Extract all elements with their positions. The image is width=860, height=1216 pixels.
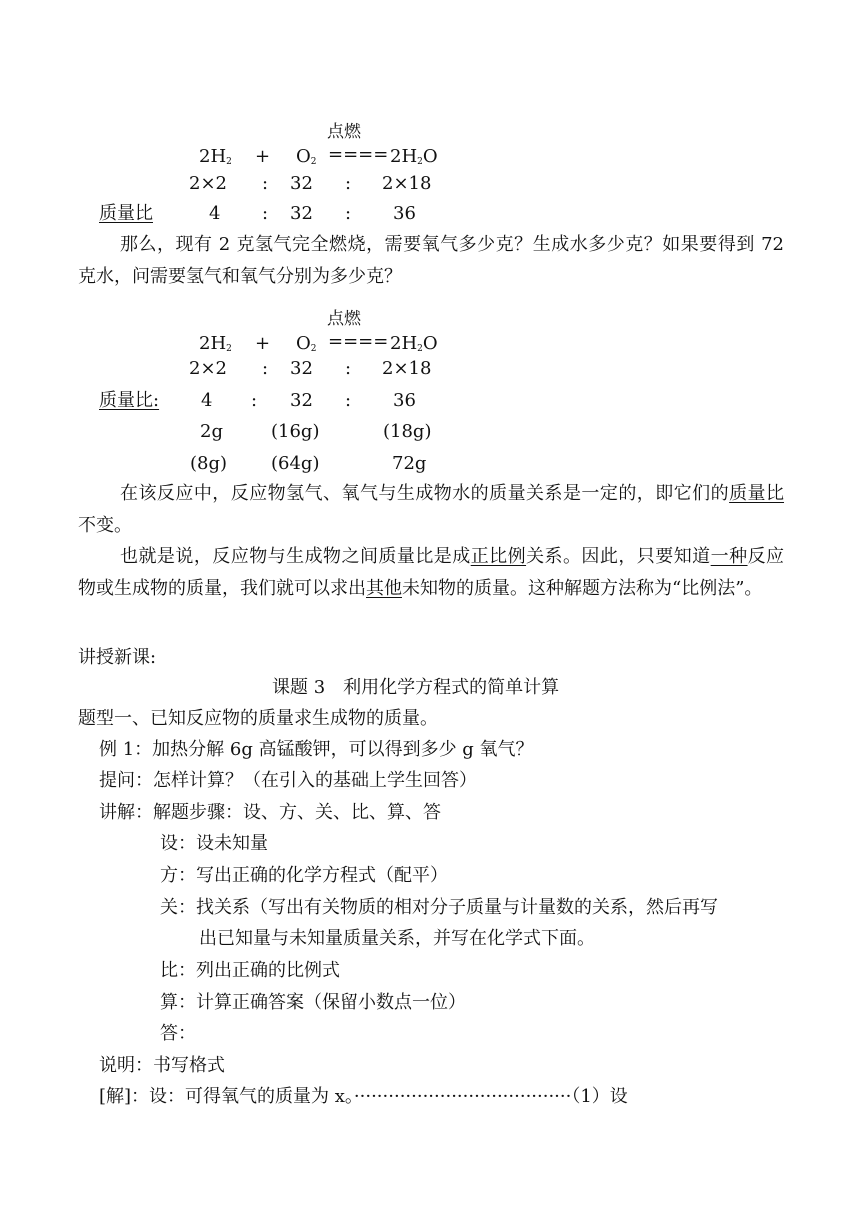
plus-sign: +	[255, 333, 271, 354]
lesson-title: 课题 3 利用化学方程式的简单计算	[272, 677, 560, 698]
formula-h2: $2H_2$	[199, 146, 232, 167]
step-suan: 算：计算正确答案（保留小数点一位）	[160, 992, 466, 1013]
colon: :	[345, 390, 352, 411]
reaction-arrow: ====	[328, 144, 389, 165]
mass-h2o: 2×18	[382, 173, 432, 194]
problem-type-heading: 题型一、已知反应物的质量求生成物的质量。	[78, 708, 438, 729]
section-label: 讲授新课:	[78, 647, 157, 668]
step-fang: 方：写出正确的化学方程式（配平）	[160, 865, 448, 886]
formula-h2o: $2H_2O$	[390, 333, 438, 354]
paragraph-proportion: 也就是说，反应物与生成物之间质量比是成正比例关系。因此，只要知道一种反应物或生成物的质量，我们就可以求出其他未知物的质量。这种解题方法称为“比例法”。	[78, 546, 785, 599]
note-line: 说明：书写格式	[99, 1055, 225, 1076]
ratio-label: 质量比:	[99, 390, 160, 411]
colon: :	[251, 390, 258, 411]
ratio-h2o: 36	[393, 203, 416, 224]
value-h2-computed: (8g)	[190, 453, 228, 474]
plus-sign: +	[255, 146, 271, 167]
step-she: 设：设未知量	[160, 833, 268, 854]
ratio-h2: 4	[201, 390, 213, 411]
explain-line: 讲解：解题步骤：设、方、关、比、算、答	[99, 802, 441, 823]
example-1: 例 1：加热分解 6g 高锰酸钾，可以得到多少 g 氧气？	[99, 739, 534, 760]
mass-o2: 32	[290, 358, 313, 379]
underlined-term: 一种	[710, 546, 748, 567]
value-h2-known: 2g	[200, 421, 223, 442]
ratio-o2: 32	[290, 203, 313, 224]
reaction-arrow: ====	[328, 331, 389, 352]
underlined-term: 其他	[366, 577, 402, 599]
mass-h2o: 2×18	[382, 358, 432, 379]
step-da: 答：	[160, 1023, 196, 1044]
reaction-condition: 点燃	[327, 122, 361, 142]
underlined-term: 正比例	[470, 546, 527, 567]
ratio-h2o: 36	[393, 390, 416, 411]
mass-o2: 32	[290, 173, 313, 194]
formula-h2o: $2H_2O$	[390, 146, 438, 167]
mass-h2: 2×2	[189, 358, 227, 379]
value-o2-computed: (64g)	[271, 453, 320, 474]
value-h2o-computed: (18g)	[383, 421, 432, 442]
step-guan-line1: 关：找关系（写出有关物质的相对分子质量与计量数的关系，然后再写	[160, 897, 718, 918]
colon: :	[262, 358, 269, 379]
mass-h2: 2×2	[189, 173, 227, 194]
step-bi: 比：列出正确的比例式	[160, 960, 340, 981]
paragraph-question: 那么，现有 2 克氢气完全燃烧，需要氧气多少克？生成水多少克？如果要得到 72 克水，问需要氢气和氧气分别为多少克？	[78, 234, 784, 287]
leader-dots: ······································	[353, 1086, 572, 1107]
ratio-h2: 4	[209, 203, 221, 224]
formula-h2: $2H_2$	[199, 333, 232, 354]
value-o2-computed: (16g)	[271, 421, 320, 442]
underlined-term: 质量比	[729, 483, 785, 504]
colon: :	[262, 203, 269, 224]
paragraph-mass-ratio: 在该反应中，反应物氢气、氧气与生成物水的质量关系是一定的，即它们的质量比不变。	[78, 483, 785, 536]
step-guan-line2: 出已知量与未知量质量关系，并写在化学式下面。	[199, 928, 595, 949]
question-line: 提问：怎样计算？（在引入的基础上学生回答）	[99, 770, 477, 791]
ratio-label: 质量比	[99, 203, 153, 224]
formula-o2: $O_2$	[296, 333, 317, 354]
ratio-o2: 32	[290, 390, 313, 411]
colon: :	[345, 203, 352, 224]
colon: :	[345, 358, 352, 379]
formula-o2: $O_2$	[296, 146, 317, 167]
colon: :	[262, 173, 269, 194]
value-h2o-known: 72g	[392, 453, 427, 474]
solution-line: [解]：设：可得氧气的质量为 x。······································（1）设	[99, 1086, 628, 1107]
colon: :	[345, 173, 352, 194]
reaction-condition: 点燃	[327, 309, 361, 329]
